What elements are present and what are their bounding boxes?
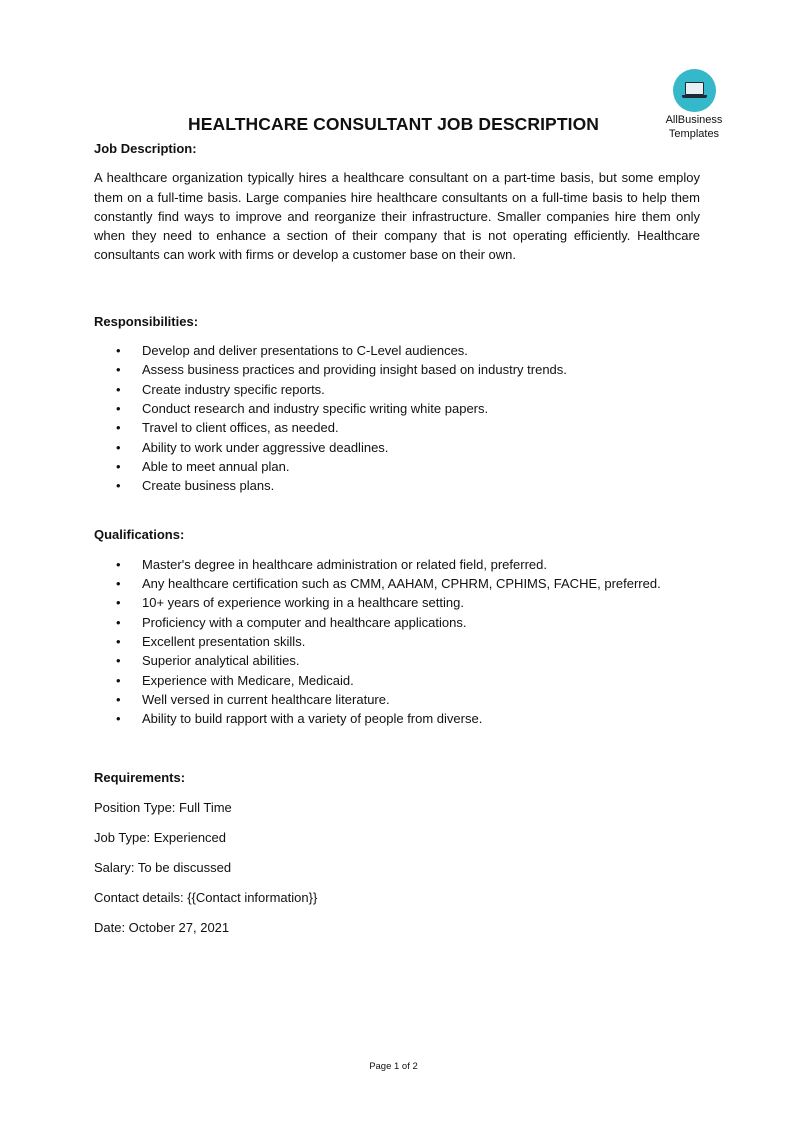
job-description-paragraph: A healthcare organization typically hires a healthcare consultant on a part-time basis, but some employ them on a full-time basis. Large companies hire healthcare consultants on a full-time basis to help them constantly find ways to improve and reorganize their infrastructure. Smaller companies hire them only when they need to enhance a section of their company that is not operating efficiently. Healthcare consultants can work with firms or develop a customer base on their own. xyxy=(94,170,700,263)
qualifications-heading: Qualifications: xyxy=(94,527,185,543)
bullet-icon: • xyxy=(116,400,121,416)
bullet-icon: • xyxy=(116,478,121,494)
list-item xyxy=(94,593,700,612)
list-item xyxy=(94,709,700,728)
list-item xyxy=(94,632,700,651)
list-item-text: Any healthcare certification such as CMM, AAHAM, CPHRM, CPHIMS, FACHE, preferred. xyxy=(142,576,661,592)
bullet-icon: • xyxy=(116,653,121,669)
list-item xyxy=(94,418,700,437)
list-item-text: Experience with Medicare, Medicaid. xyxy=(142,672,354,688)
salary: Salary: To be discussed xyxy=(94,859,232,875)
bullet-icon: • xyxy=(116,420,121,436)
list-item xyxy=(94,574,700,593)
bullet-icon: • xyxy=(116,633,121,649)
date: Date: October 27, 2021 xyxy=(94,919,230,935)
list-item xyxy=(94,613,700,632)
bullet-icon: • xyxy=(116,711,121,727)
list-item xyxy=(94,457,700,476)
list-item-text: 10+ years of experience working in a healthcare setting. xyxy=(142,595,464,611)
job-description-heading: Job Description: xyxy=(94,141,197,156)
list-item-text: Well versed in current healthcare literature. xyxy=(142,691,390,707)
logo-text-line-2: Templates xyxy=(668,128,720,140)
bullet-icon: • xyxy=(116,343,121,359)
requirements-heading: Requirements: xyxy=(94,770,186,786)
list-item-text: Proficiency with a computer and healthcare applications. xyxy=(142,614,467,630)
list-item-text: Create industry specific reports. xyxy=(142,381,325,397)
list-item xyxy=(94,380,700,399)
list-item xyxy=(94,476,700,495)
document-body xyxy=(94,139,700,937)
list-item-text: Master's degree in healthcare administration or related field, preferred. xyxy=(142,556,547,572)
job-type: Job Type: Experienced xyxy=(94,829,227,845)
list-item-text: Ability to build rapport with a variety of people from diverse. xyxy=(142,711,483,727)
list-item xyxy=(94,651,700,670)
page-number: Page 1 of 2 xyxy=(369,1061,418,1072)
bullet-icon: • xyxy=(116,595,121,611)
bullet-icon: • xyxy=(116,691,121,707)
bullet-icon: • xyxy=(116,458,121,474)
list-item xyxy=(94,360,700,379)
contact-details: Contact details: {{Contact information}} xyxy=(94,889,318,905)
list-item-text: Create business plans. xyxy=(142,478,275,494)
list-item-text: Travel to client offices, as needed. xyxy=(142,420,339,436)
position-type: Position Type: Full Time xyxy=(94,799,232,815)
list-item-text: Excellent presentation skills. xyxy=(142,633,306,649)
list-item-text: Assess business practices and providing insight based on industry trends. xyxy=(142,362,567,378)
list-item xyxy=(94,399,700,418)
bullet-icon: • xyxy=(116,439,121,455)
responsibilities-list xyxy=(94,341,700,495)
bullet-icon: • xyxy=(116,614,121,630)
bullet-icon: • xyxy=(116,362,121,378)
responsibilities-heading: Responsibilities: xyxy=(94,313,199,329)
document-title: HEALTHCARE CONSULTANT JOB DESCRIPTION xyxy=(187,114,600,134)
list-item xyxy=(94,690,700,709)
list-item xyxy=(94,341,700,360)
bullet-icon: • xyxy=(116,556,121,572)
list-item xyxy=(94,555,700,574)
bullet-icon: • xyxy=(116,672,121,688)
list-item-text: Ability to work under aggressive deadlines. xyxy=(142,439,389,455)
bullet-icon: • xyxy=(116,576,121,592)
list-item-text: Develop and deliver presentations to C-Level audiences. xyxy=(142,343,468,359)
list-item xyxy=(94,438,700,457)
list-item-text: Conduct research and industry specific writing white papers. xyxy=(142,400,489,416)
list-item-text: Able to meet annual plan. xyxy=(142,458,290,474)
bullet-icon: • xyxy=(116,381,121,397)
logo-text-line-1: AllBusiness xyxy=(665,114,723,126)
qualifications-list xyxy=(94,555,700,729)
laptop-icon xyxy=(673,69,716,112)
list-item xyxy=(94,671,700,690)
list-item-text: Superior analytical abilities. xyxy=(142,653,300,669)
